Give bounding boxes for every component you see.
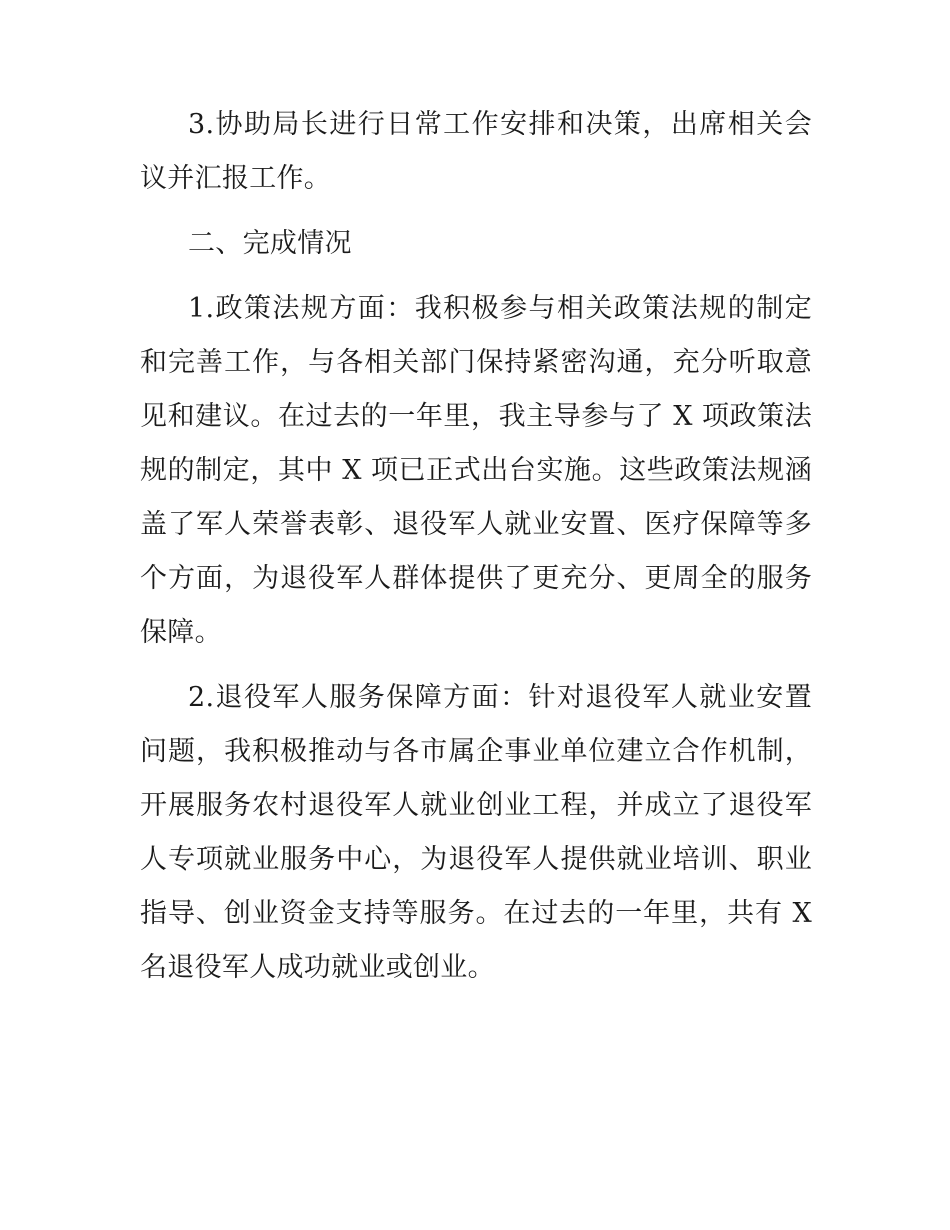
paragraph-duty-3: 3.协助局长进行日常工作安排和决策，出席相关会议并汇报工作。 (140, 109, 812, 194)
paragraph-veteran-service: 2.退役军人服务保障方面：针对退役军人就业安置问题，我积极推动与各市属企事业单位建立合作机制，开展服务农村退役军人就业创业工程，并成立了退役军人专项就业服务中心，为退役军人提供就业培训、职业指导、创业资金支持等服务。在过去的一年里，共有 X 名退役军人成功就业或创业。 (140, 682, 812, 983)
paragraph-policy: 1.政策法规方面：我积极参与相关政策法规的制定和完善工作，与各相关部门保持紧密沟通，充分听取意见和建议。在过去的一年里，我主导参与了 X 项政策法规的制定，其中 X 项已正式出台实施。这些政策法规涵盖了军人荣誉表彰、退役军人就业安置、医疗保障等多个方面，为退役军人群体提供了更充分、更周全的服务保障。 (140, 293, 812, 648)
document-body (140, 98, 812, 1006)
section-heading-completion: 二、完成情况 (188, 228, 352, 259)
